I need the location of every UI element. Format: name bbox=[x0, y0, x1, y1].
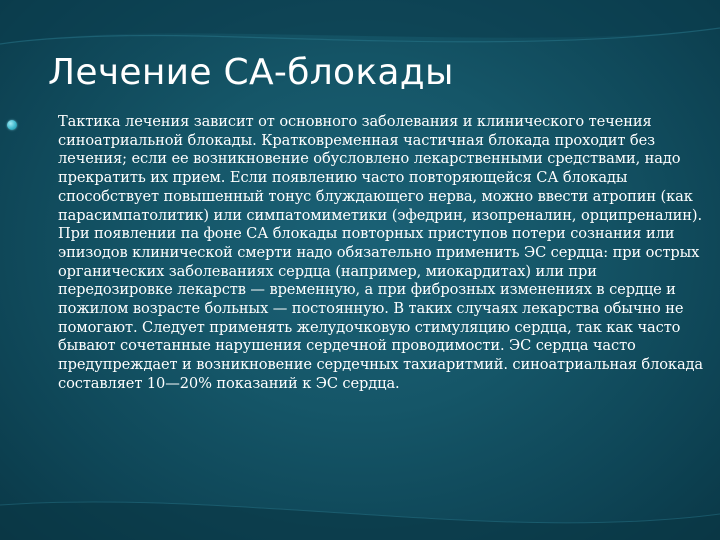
slide-title: Лечение СА-блокады bbox=[48, 52, 454, 93]
wave-band-top bbox=[0, 0, 720, 44]
slide-body-text: Тактика лечения зависит от основного заболевания и клинического течения синоатриальной блокады. Кратковременная частичная блокада проходит без лечения; если ее возникновение обусловлено лекарственными средствами, надо прекратить их прием. Если появлению часто повторяющейся СА блокады способствует повышенный тонус блуждающего нерва, можно ввести атропин (как парасимпатолитик) или симпатомиметики (эфедрин, изопреналин, орципреналин). При появлении па фоне СА блокады повторных приступов потери сознания или эпизодов клинической смерти надо обязательно применить ЭС сердца: при острых органических заболеваниях сердца (например, миокардитах) или при передозировке лекарств — временную, а при фиброзных изменениях в сердце и пожилом возрасте больных — постоянную. В таких случаях лекарства обычно не помогают. Следует применять желудочковую стимуляцию сердца, так как часто бывают сочетанные нарушения сердечной проводимости. ЭС сердца часто предупреждает и возникновение сердечных тахиаритмий. синоатриальная блокада составляет 10—20% показаний к ЭС сердца. bbox=[58, 113, 704, 392]
bullet-icon bbox=[7, 120, 17, 130]
wave-band-bottom bbox=[0, 502, 720, 540]
